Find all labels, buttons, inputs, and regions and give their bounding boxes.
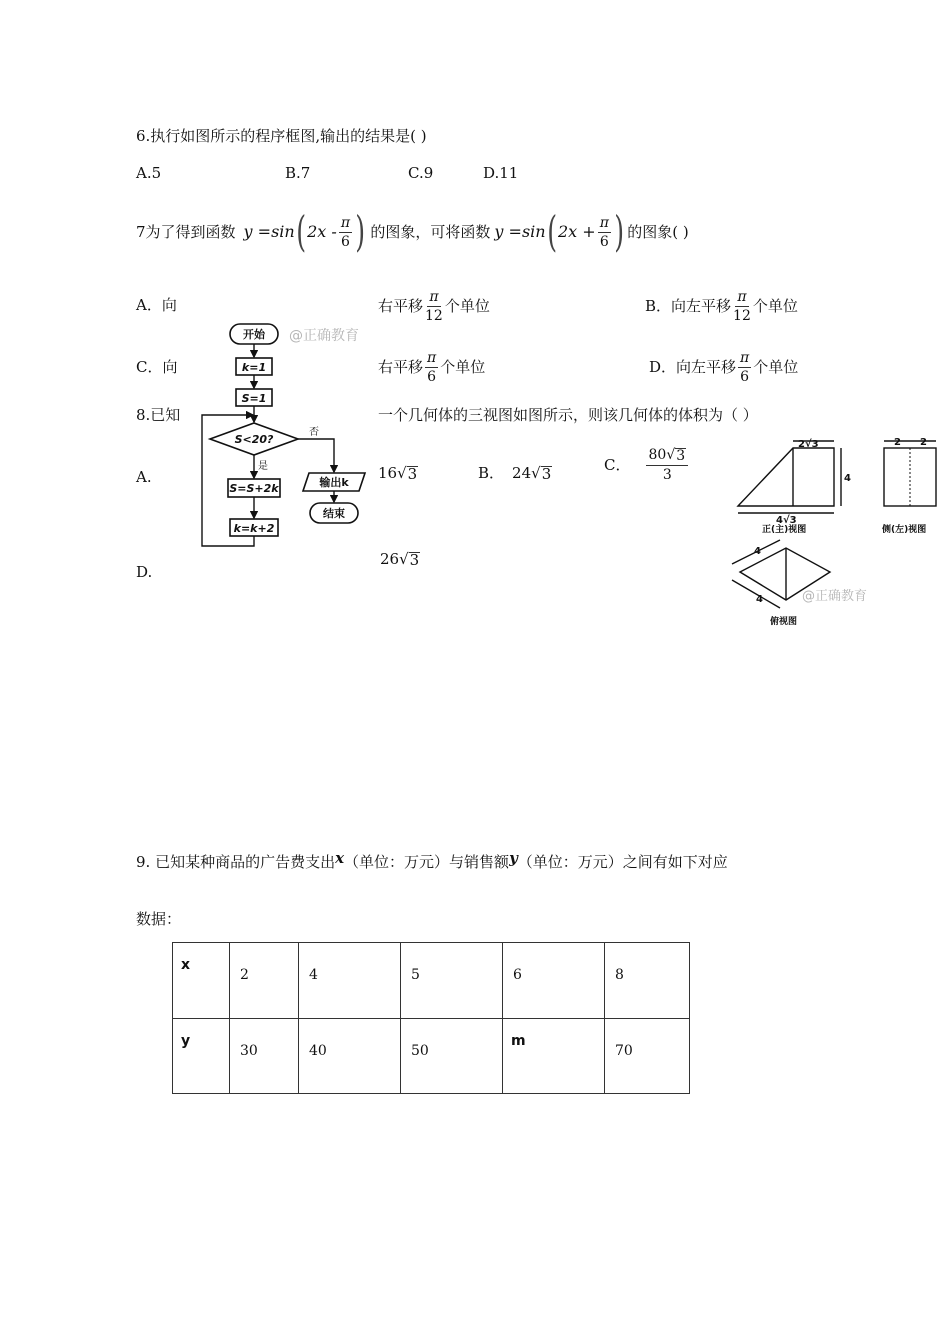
q7-target-fraction: [339, 216, 352, 249]
side-dimension-right: 2: [920, 437, 927, 448]
q7-option-d-unit: 个单位: [753, 357, 799, 376]
q7-option-a-fraction: [425, 290, 443, 323]
table-cell: 4: [299, 943, 401, 1019]
fraction-denominator: 3: [662, 467, 672, 484]
table-cell: x: [173, 943, 230, 1019]
flow-start-text: 开始: [243, 328, 265, 341]
q7-source-function: [494, 207, 625, 256]
fraction-numerator: π: [427, 349, 437, 366]
fraction-denominator: 6: [599, 233, 609, 250]
fraction-numerator: π: [737, 288, 747, 305]
fraction-numerator: π: [340, 214, 351, 231]
sqrt-symbol: √ 3: [531, 464, 552, 483]
sqrt-radicand: 3: [541, 465, 552, 483]
fraction-numerator: [646, 448, 688, 467]
fraction-numerator: π: [599, 214, 609, 231]
q7-stem: [136, 207, 689, 257]
fraction-denominator: 12: [425, 307, 443, 324]
q7-option-a-label: A．向: [136, 296, 177, 314]
q7-option-b-fraction: [733, 290, 751, 323]
table-cell: 8: [605, 943, 690, 1019]
q7-target-function: [243, 207, 367, 256]
table-cell: m: [503, 1019, 605, 1094]
q8-option-d: [380, 552, 420, 569]
q7-paren-open: (: [295, 207, 306, 256]
fraction-denominator: 6: [427, 368, 437, 385]
q7-source-y: y =sin: [494, 222, 546, 241]
q7-middle: 的图象，可将函数: [370, 222, 491, 241]
q7-suffix: 的图象( ): [627, 222, 689, 241]
q8-stem-left: 8.已知: [136, 406, 181, 424]
sqrt-radicand: 3: [676, 447, 686, 464]
flow-update-k-text: k=k+2: [233, 522, 275, 535]
side-dimension-left: 2: [894, 437, 901, 448]
q7-option-b-label: B．向左平移: [645, 296, 732, 315]
q8-option-c-fraction: [646, 448, 688, 483]
table-cell: 70: [605, 1019, 690, 1094]
q7-option-a: [378, 285, 490, 327]
q9-stem-mid2: （单位：万元）之间有如下对应: [517, 853, 728, 871]
fraction-denominator: 6: [740, 368, 750, 385]
sqrt-radicand: 3: [407, 465, 418, 483]
q6-option-b: B.7: [285, 164, 311, 182]
sqrt-symbol: √ 3: [397, 464, 418, 483]
front-view-shape: [738, 448, 834, 506]
table-cell: 50: [401, 1019, 503, 1094]
three-view-watermark: @正确教育: [802, 589, 868, 604]
q8-option-d-coef: 26: [380, 550, 400, 568]
q7-source-fraction: [598, 216, 611, 249]
flow-end-text: 结束: [323, 507, 345, 520]
fraction-numerator: π: [740, 349, 750, 366]
flow-yes-label: 是: [258, 461, 268, 472]
table-row: [173, 1019, 690, 1094]
q9-stem-start: 9. 已知某种商品的广告费支出: [136, 853, 336, 871]
q7-option-d-label: D．向左平移: [649, 357, 737, 376]
q9-var-x: x: [335, 849, 345, 867]
top-view-label: 俯视图: [770, 617, 798, 627]
q8-option-a: [378, 466, 418, 483]
sqrt-symbol: √ 3: [666, 446, 686, 464]
q8-option-b: [478, 466, 552, 483]
q9-data-table: [172, 942, 690, 1094]
q7-paren-close: ): [614, 207, 625, 256]
table-cell: 40: [299, 1019, 401, 1094]
q8-stem-right: 一个几何体的三视图如图所示，则该几何体的体积为（ ）: [378, 406, 758, 424]
q7-source-arg: 2x +: [557, 222, 596, 241]
front-bottom-dimension: 4√3: [776, 515, 797, 526]
fraction-denominator: 6: [340, 233, 350, 250]
q8-option-c: [604, 443, 690, 487]
side-view-label: 侧(左)视图: [882, 525, 927, 535]
flowchart: [195, 318, 375, 554]
top-view-dimension-lower: 4: [756, 594, 763, 605]
sqrt-radicand: 3: [409, 551, 420, 569]
table-cell: 2: [230, 943, 299, 1019]
table-row: [173, 943, 690, 1019]
flow-no-label: 否: [309, 427, 319, 438]
q8-option-c-coef: 80: [648, 446, 667, 463]
q9-var-y: y: [509, 849, 518, 867]
fraction-denominator: 12: [733, 307, 751, 324]
q7-option-c-unit: 个单位: [440, 357, 486, 376]
q8-option-d-label: D.: [136, 563, 153, 581]
q8-option-b-coef: 24: [512, 464, 532, 482]
q6-option-a: A.5: [136, 164, 162, 182]
q8-option-a-label: A.: [136, 468, 152, 486]
q7-option-b-unit: 个单位: [752, 296, 798, 315]
q9-stem-mid1: （单位：万元）与销售额: [344, 853, 510, 871]
q7-option-b: [645, 285, 798, 327]
q7-option-d: [649, 346, 798, 388]
table-cell: y: [173, 1019, 230, 1094]
front-height-dimension: 4: [844, 473, 851, 484]
flow-output-text: 输出k: [319, 476, 349, 489]
q7-option-c: [378, 346, 485, 388]
q9-line2: 数据：: [136, 910, 182, 928]
q8-option-b-label: B．: [478, 464, 505, 482]
table-cell: 30: [230, 1019, 299, 1094]
q7-paren-open: (: [546, 207, 557, 256]
q6-stem: 6.执行如图所示的程序框图,输出的结果是( ): [136, 127, 427, 145]
q6-option-d: D.11: [483, 164, 519, 182]
flowchart-watermark: @正确教育: [289, 328, 359, 344]
q7-option-a-unit: 个单位: [444, 296, 490, 315]
q7-target-y: y =sin: [243, 222, 295, 241]
front-view-label: 正(主)视图: [762, 525, 807, 535]
fraction-numerator: π: [429, 288, 439, 305]
top-view-dimension-upper: 4: [754, 546, 761, 557]
flow-condition-text: S<20?: [234, 433, 274, 446]
q7-option-c-text: 右平移: [378, 357, 424, 376]
q9-stem: [136, 851, 728, 870]
q7-option-a-text: 右平移: [378, 296, 424, 315]
q7-option-d-fraction: [738, 351, 751, 384]
front-top-dimension: 2√3: [798, 439, 819, 450]
q7-prefix: 7为了得到函数: [136, 222, 236, 241]
three-view-diagram: [728, 434, 942, 634]
table-cell: 6: [503, 943, 605, 1019]
flow-update-s-text: S=S+2k: [229, 482, 279, 495]
table-cell: 5: [401, 943, 503, 1019]
q8-option-c-label: C．: [604, 455, 631, 474]
q7-option-c-label: C．向: [136, 358, 178, 376]
q7-target-arg: 2x -: [307, 222, 337, 241]
sqrt-symbol: √ 3: [399, 550, 420, 569]
flow-init-s-text: S=1: [241, 392, 267, 405]
q7-paren-close: ): [355, 207, 366, 256]
q7-option-c-fraction: [425, 351, 438, 384]
flow-init-k-text: k=1: [241, 361, 267, 374]
q6-option-c: C.9: [408, 164, 434, 182]
q8-option-a-coef: 16: [378, 464, 398, 482]
